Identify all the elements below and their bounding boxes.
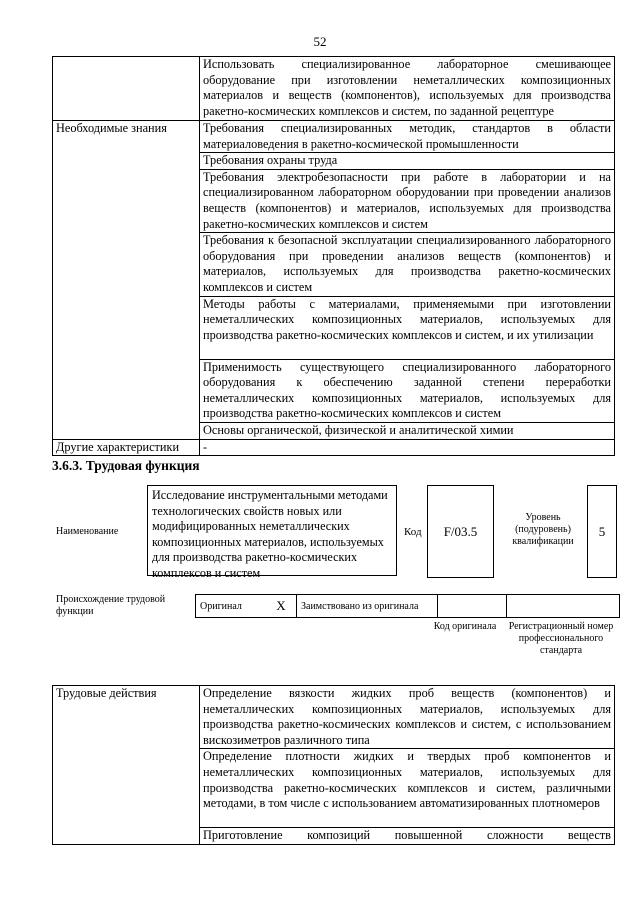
table-row [53,686,615,749]
knowledge-table [52,56,615,456]
code-original-caption: Код оригинала [433,621,497,632]
knowledge-item: Требования охраны труда [200,153,615,170]
table-row [196,595,620,618]
skill-text: Использовать специализированное лабораторное смешивающее оборудование при изготовлении неметаллических композиционных материалов и веществ (компонентов), используемых для производства ракетно-космических комплексов и систем, по заданной рецептуре [200,57,615,121]
function-level-box: 5 [587,485,617,578]
knowledge-item: Требования специализированных методик, стандартов в области материаловедения в ракетно-космической промышленности [200,121,615,153]
action-item: Определение вязкости жидких проб веществ (компонентов) и неметаллических композиционных материалов, используемых для производства ракетно-космических комплексов и систем, с использованием вискозиметров различного типа [200,686,615,749]
action-item: Определение плотности жидких и твердых проб компонентов и неметаллических композиционных материалов, используемых для производства ракетно-космических комплексов и систем, различными методами, в том числе с использованием автоматизированных плотномеров [200,749,615,828]
table-row [53,57,615,121]
original-mark: X [266,595,297,618]
origin-label: Происхождение трудовой функции [56,594,166,617]
actions-label: Трудовые действия [53,686,200,845]
knowledge-item: Применимость существующего специализированного лабораторного оборудования к обеспечению заданной степени переработки неметаллических композиционных материалов, используемых для производства ракетно-космических комплексов и систем [200,359,615,422]
knowledge-item: Требования к безопасной эксплуатации специализированного лабораторного оборудования при проведении анализов веществ (компонентов) и материалов, используемых для производства ракетно-космических комплексов и систем [200,233,615,296]
knowledge-item: Требования электробезопасности при работе в лаборатории и на специализированном лабораторном оборудовании при проведении анализов веществ (компонентов) и материалов, используемых для производства ракетно-космических комплексов и систем [200,169,615,232]
level-label: Уровень (подуровень) квалификации [512,512,574,547]
knowledge-item: Методы работы с материалами, применяемыми при изготовлении неметаллических композиционных материалов, используемых для производства ракетно-космических комплексов и систем, и их утилизации [200,296,615,359]
origin-code-cell [438,595,507,618]
original-label: Оригинал [196,595,267,618]
page-number: 52 [313,34,327,49]
empty-label-cell [53,57,200,121]
action-item: Приготовление композиций повышенной сложности веществ [200,828,615,845]
origin-reg-cell [507,595,620,618]
actions-table [52,685,615,845]
other-label: Другие характеристики [53,439,200,456]
knowledge-label: Необходимые знания [53,121,200,440]
knowledge-item: Основы органической, физической и аналитической химии [200,422,615,439]
reg-number-caption: Регистрационный номер профессионального стандарта [508,621,614,656]
table-row [53,439,615,456]
table-row [53,121,615,153]
other-value: - [200,439,615,456]
function-code-box: F/03.5 [427,485,494,578]
function-name-box: Исследование инструментальными методами технологических свойств новых или модифицированных неметаллических композиционных материалов, используемых для производства ракетно-космических комплексов и систем [147,485,397,576]
borrowed-label: Заимствовано из оригинала [297,595,438,618]
section-title: 3.6.3. Трудовая функция [52,458,200,473]
code-label: Код [404,526,422,538]
name-label: Наименование [56,526,119,537]
origin-table [195,594,620,618]
